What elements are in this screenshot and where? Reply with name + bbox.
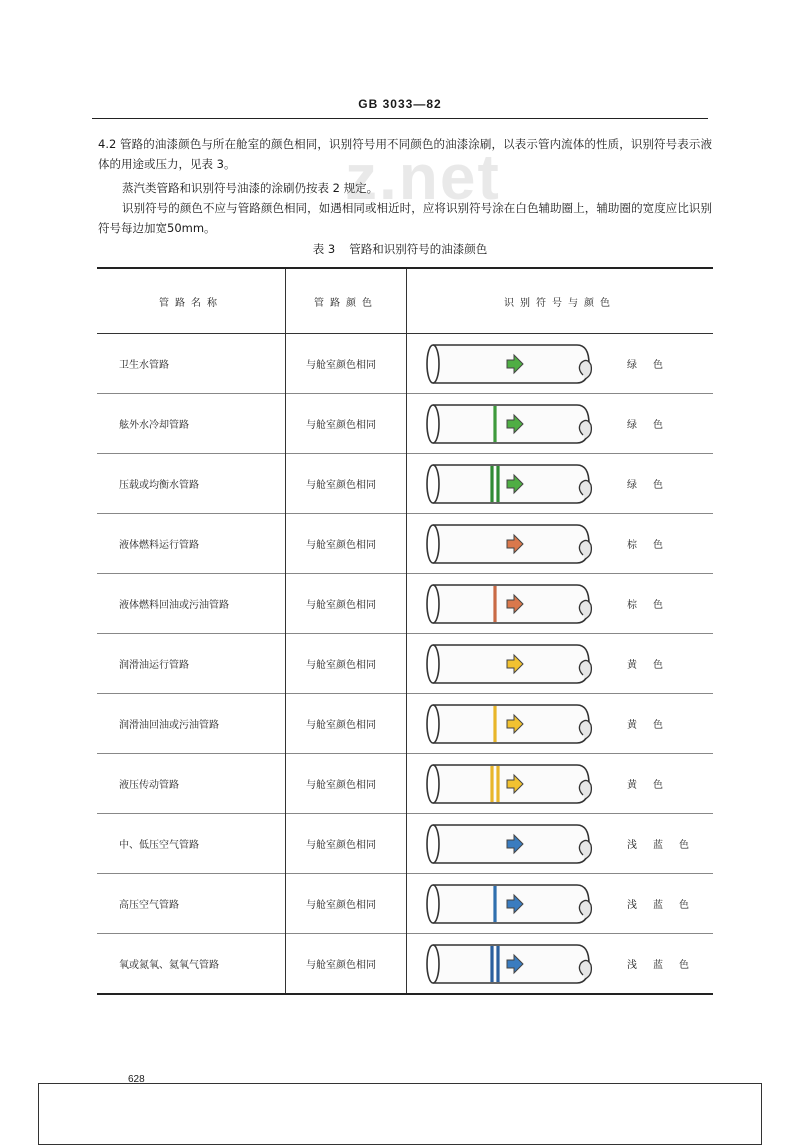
pipe-name-cell [97, 874, 286, 934]
pipe-symbol-svg [407, 695, 599, 753]
pipe-color-table [97, 267, 713, 995]
identification-ring [493, 406, 496, 442]
symbol-color-name: 绿色 [627, 420, 679, 431]
pipe-name: 液压传动管路 [119, 780, 179, 791]
pipe-symbol-drawing [407, 875, 599, 933]
pipe-symbol-svg [407, 395, 599, 453]
pipe-color-cell [286, 514, 407, 574]
symbol-cell [407, 394, 714, 454]
header-pipe-color: 管路颜色 [286, 268, 407, 334]
pipe-color: 与舱室颜色相同 [306, 660, 376, 671]
pipe-color: 与舱室颜色相同 [306, 480, 376, 491]
pipe-symbol-drawing [407, 695, 599, 753]
pipe-symbol-drawing [407, 515, 599, 573]
paragraph-symbol-color: 识别符号的颜色不应与管路颜色相同，如遇相同或相近时，应将识别符号涂在白色辅助圈上，辅助圈的宽度应比识别符号每边加宽50mm。 [98, 201, 712, 235]
pipe-name: 氧或氮氧、氦氧气管路 [119, 960, 219, 971]
pipe-color-cell [286, 934, 407, 995]
pipe-symbol-svg [407, 575, 599, 633]
table-row [97, 754, 713, 814]
pipe-name-cell [97, 514, 286, 574]
paragraph-steam: 蒸汽类管路和识别符号油漆的涂刷仍按表 2 规定。 [122, 181, 379, 195]
pipe-color: 与舱室颜色相同 [306, 780, 376, 791]
pipe-symbol-drawing [407, 395, 599, 453]
pipe-symbol-drawing [407, 935, 599, 993]
pipe-left-end [427, 525, 439, 563]
pipe-symbol-drawing [407, 815, 599, 873]
table-row [97, 454, 713, 514]
pipe-name: 润滑油运行管路 [119, 660, 189, 671]
pipe-symbol-svg [407, 515, 599, 573]
symbol-cell [407, 334, 714, 394]
identification-ring [493, 586, 496, 622]
pipe-color: 与舱室颜色相同 [306, 420, 376, 431]
pipe-symbol-svg [407, 755, 599, 813]
header-pipe-name: 管路名称 [97, 268, 286, 334]
pipe-name-cell [97, 814, 286, 874]
symbol-color-name: 棕色 [627, 600, 679, 611]
pipe-name-cell [97, 694, 286, 754]
pipe-symbol-svg [407, 335, 599, 393]
pipe-left-end [427, 465, 439, 503]
pipe-color-cell [286, 334, 407, 394]
pipe-color: 与舱室颜色相同 [306, 840, 376, 851]
pipe-name: 压载或均衡水管路 [119, 480, 199, 491]
pipe-color-cell [286, 454, 407, 514]
pipe-name: 中、低压空气管路 [119, 840, 199, 851]
pipe-symbol-drawing [407, 635, 599, 693]
pipe-symbol-drawing [407, 755, 599, 813]
symbol-color-name: 黄色 [627, 660, 679, 671]
symbol-color-name: 黄色 [627, 780, 679, 791]
symbol-cell [407, 634, 714, 694]
symbol-color-name: 浅蓝色 [627, 840, 705, 851]
pipe-color-cell [286, 694, 407, 754]
identification-ring [496, 466, 499, 502]
pipe-symbol-svg [407, 635, 599, 693]
page-number: 628 [128, 1074, 145, 1085]
symbol-color-name: 棕色 [627, 540, 679, 551]
pipe-name-cell [97, 934, 286, 995]
pipe-symbol-drawing [407, 335, 599, 393]
identification-ring [493, 706, 496, 742]
symbol-color-name: 绿色 [627, 360, 679, 371]
symbol-cell [407, 514, 714, 574]
pipe-color: 与舱室颜色相同 [306, 720, 376, 731]
pipe-left-end [427, 945, 439, 983]
pipe-color: 与舱室颜色相同 [306, 960, 376, 971]
pipe-name: 液体燃料回油或污油管路 [119, 600, 229, 611]
symbol-color-name: 黄色 [627, 720, 679, 731]
identification-ring [490, 466, 493, 502]
pipe-symbol-drawing [407, 455, 599, 513]
pipe-left-end [427, 645, 439, 683]
table-header-row [97, 268, 713, 334]
table-row [97, 694, 713, 754]
header-symbol-color: 识别符号与颜色 [407, 268, 714, 334]
pipe-left-end [427, 705, 439, 743]
watermark-text: z.net [345, 141, 501, 213]
symbol-cell [407, 814, 714, 874]
symbol-cell [407, 874, 714, 934]
standard-number-header: GB 3033—82 [358, 97, 442, 111]
pipe-name-cell [97, 394, 286, 454]
table-caption-number: 表 3 [312, 242, 336, 256]
pipe-symbol-drawing [407, 575, 599, 633]
table-row [97, 514, 713, 574]
pipe-name: 液体燃料运行管路 [119, 540, 199, 551]
pipe-color: 与舱室颜色相同 [306, 360, 376, 371]
pipe-name-cell [97, 634, 286, 694]
table-row [97, 814, 713, 874]
table-row [97, 934, 713, 995]
bottom-frame [38, 1083, 762, 1145]
pipe-color-cell [286, 574, 407, 634]
pipe-name: 卫生水管路 [119, 360, 169, 371]
pipe-left-end [427, 405, 439, 443]
pipe-left-end [427, 825, 439, 863]
table-caption-title: 管路和识别符号的油漆颜色 [349, 242, 488, 256]
table-row [97, 634, 713, 694]
pipe-name-cell [97, 754, 286, 814]
symbol-cell [407, 454, 714, 514]
pipe-color-cell [286, 874, 407, 934]
symbol-color-name: 浅蓝色 [627, 960, 705, 971]
pipe-name-cell [97, 334, 286, 394]
identification-ring [490, 946, 493, 982]
identification-ring [493, 886, 496, 922]
pipe-left-end [427, 765, 439, 803]
identification-ring [496, 946, 499, 982]
header-rule [92, 118, 708, 119]
pipe-symbol-svg [407, 815, 599, 873]
table-row [97, 874, 713, 934]
pipe-symbol-svg [407, 455, 599, 513]
pipe-left-end [427, 885, 439, 923]
pipe-color-cell [286, 634, 407, 694]
pipe-color: 与舱室颜色相同 [306, 540, 376, 551]
symbol-cell [407, 574, 714, 634]
pipe-color-cell [286, 754, 407, 814]
identification-ring [496, 766, 499, 802]
pipe-name: 润滑油回油或污油管路 [119, 720, 219, 731]
table-row [97, 334, 713, 394]
pipe-color-cell [286, 814, 407, 874]
pipe-color: 与舱室颜色相同 [306, 900, 376, 911]
symbol-cell [407, 934, 714, 995]
table-caption [0, 241, 800, 257]
symbol-color-name: 浅蓝色 [627, 900, 705, 911]
symbol-cell [407, 694, 714, 754]
pipe-name-cell [97, 574, 286, 634]
pipe-symbol-svg [407, 935, 599, 993]
pipe-color: 与舱室颜色相同 [306, 600, 376, 611]
pipe-left-end [427, 585, 439, 623]
pipe-name: 高压空气管路 [119, 900, 179, 911]
pipe-name: 舷外水冷却管路 [119, 420, 189, 431]
symbol-color-name: 绿色 [627, 480, 679, 491]
table-row [97, 394, 713, 454]
identification-ring [490, 766, 493, 802]
paragraph-4-2: 4.2 管路的油漆颜色与所在舱室的颜色相同，识别符号用不同颜色的油漆涂刷，以表示管内流体的性质，识别符号表示液体的用途或压力，见表 3。 [98, 137, 712, 171]
table-row [97, 574, 713, 634]
pipe-symbol-svg [407, 875, 599, 933]
pipe-left-end [427, 345, 439, 383]
pipe-color-cell [286, 394, 407, 454]
symbol-cell [407, 754, 714, 814]
pipe-name-cell [97, 454, 286, 514]
